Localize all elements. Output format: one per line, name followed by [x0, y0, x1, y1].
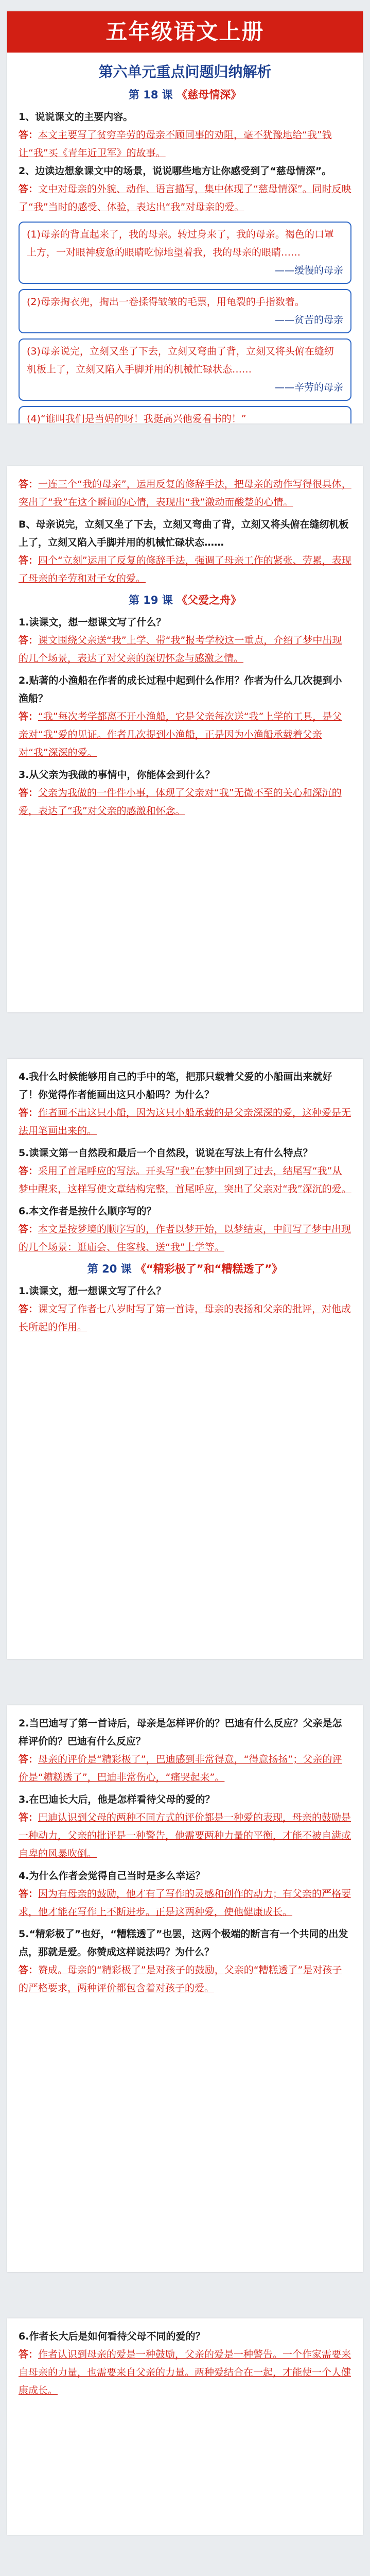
- answer-text: 父亲为我做的一件件小事，体现了父亲对“我”无微不至的关心和深沉的爱，表达了“我”对父亲的感激和怀念。: [19, 787, 342, 817]
- answer-4: [19, 1104, 351, 1140]
- answer-text: 本文主要写了贫穷辛劳的母亲不顾同事的劝阻，毫不犹豫地给“我”钱让“我”买《青年近卫军》的故事。: [19, 129, 332, 159]
- quote-box-2: [19, 289, 351, 333]
- answer-text: 巴迪认识到父母的两种不同方式的评价都是一种爱的表现，母亲的鼓励是一种动力，父亲的批评是一种警告，他需要两种力量的平衡，才能不被自满或自卑的风暴吹倒。: [19, 1812, 351, 1859]
- quote-box-4: [19, 406, 351, 423]
- answer-label: 答：: [19, 711, 39, 722]
- question-6: 6.作者长大后是如何看待父母不同的爱的？: [19, 2331, 205, 2342]
- answer-label: 答：: [19, 1754, 39, 1765]
- answer-text: 课文围绕父亲送“我”上学、带“我”报考学校这一重点，介绍了梦中出现的几个场景，表达了对父亲的深切怀念与感激之情。: [19, 635, 342, 664]
- question-3: 3.在巴迪长大后，他是怎样看待父母的爱的？: [19, 1794, 215, 1805]
- card-section-4: [7, 1705, 363, 2272]
- question-2: 2、边读边想象课文中的场景，说说哪些地方让你感受到了“慈母情深”。: [19, 165, 332, 177]
- quote-source: ——辛劳的母亲: [274, 382, 343, 393]
- answer-text: 赞成。母亲的“精彩极了”是对孩子的鼓励，父亲的“糟糕透了”是对孩子的严格要求，两种评价都包含着对孩子的爱。: [19, 1964, 342, 1994]
- answer-label: 答：: [19, 2349, 39, 2360]
- quote-text: (4)“谁叫我们是当妈的呀！我挺高兴他爱看书的！”: [27, 413, 246, 423]
- quote-text: (3)母亲说完，立刻又坐了下去，立刻又弯曲了背，立刻又将头俯在缝纫机板上了，立刻又陷入手脚并用的机械忙碌状态……: [27, 346, 334, 375]
- answer-label: 答：: [19, 1107, 39, 1118]
- answer-label: 答：: [19, 1888, 39, 1900]
- card-section-5: [7, 2318, 363, 2535]
- question-1: 1.读课文，想一想课文写了什么？: [19, 1285, 166, 1297]
- answer-text: 文中对母亲的外貌、动作、语言描写，集中体现了“慈母情深”。同时反映了“我”当时的感受、体验，表达出“我”对母亲的爱。: [19, 183, 351, 213]
- answer-label: 答：: [19, 1165, 39, 1177]
- answer-1: [19, 1300, 351, 1336]
- quote-box-1: [19, 222, 351, 284]
- page-title: 五年级语文上册: [7, 11, 363, 53]
- answer-text: 作者画不出这只小船，因为这只小船承载的是父亲深深的爱，这种爱是无法用笔画出来的。: [19, 1107, 351, 1137]
- answer-label: 答：: [19, 1303, 39, 1315]
- lesson-20-title: 《“精彩极了”和“糟糕透了”》: [135, 1263, 283, 1275]
- answer-text: 一连三个“我的母亲”，运用反复的修辞手法，把母亲的动作写得很具体，突出了“我”在这个瞬间的心情，表现出“我”激动而酸楚的心情。: [19, 479, 351, 508]
- answer-text: 采用了首尾呼应的写法。开头写“我”在梦中回到了过去，结尾写“我”从梦中醒来，这样写使文章结构完整，首尾呼应，突出了父亲对“我”深沉的爱。: [19, 1165, 351, 1195]
- question-3b: B、母亲说完，立刻又坐了下去，立刻又弯曲了背，立刻又将头俯在缝纫机板上了，立刻又陷入手脚并用的机械忙碌状态……: [19, 519, 349, 548]
- answer-label: 答：: [19, 1812, 39, 1823]
- answer-text: “我”每次考学都离不开小渔船，它是父亲每次送“我”上学的工具，是父亲对“我”爱的见证。作者几次提到小渔船，正是因为小渔船承载着父亲对“我”深深的爱。: [19, 711, 342, 758]
- question-5: 5.读课文第一自然段和最后一个自然段，说说在写法上有什么特点？: [19, 1147, 313, 1159]
- answer-1: [19, 632, 351, 668]
- answer-label: 答：: [19, 635, 39, 646]
- question-1: 1、说说课文的主要内容。: [19, 111, 133, 123]
- question-5: 5.“精彩极了”也好，“糟糕透了”也罢，这两个极端的断言有一个共同的出发点，那就是爱。你赞成这样说法吗？为什么？: [19, 1928, 348, 1958]
- answer-5: [19, 1961, 351, 1997]
- question-4: 4.我什么时候能够用自己的手中的笔，把那只载着父爱的小船画出来就好了！你觉得作者能画出这只小船吗？为什么？: [19, 1071, 332, 1100]
- question-4: 4.为什么作者会觉得自己当时是多么幸运？: [19, 1870, 205, 1882]
- question-2: 2.当巴迪写了第一首诗后，母亲是怎样评价的？巴迪有什么反应？父亲是怎样评价的？巴迪有什么反应？: [19, 1718, 342, 1747]
- page-subtitle: 第六单元重点问题归纳解析: [98, 63, 272, 80]
- answer-1: [19, 126, 351, 162]
- card-section-3: [7, 1059, 363, 1659]
- answer-2: [19, 1751, 351, 1787]
- quote-text: (1)母亲的背直起来了，我的母亲。转过身来了，我的母亲。褐色的口罩上方，一对眼神疲惫的眼睛吃惊地望着我，我的母亲的眼睛……: [27, 229, 334, 258]
- lesson-18-title: 《慈母情深》: [177, 89, 242, 101]
- answer-label: 答：: [19, 787, 39, 799]
- lesson-18-number: 第 18 课: [128, 89, 173, 101]
- question-1: 1.读课文，想一想课文写了什么？: [19, 617, 166, 628]
- quote-text: (2)母亲掏衣兜，掏出一卷揉得皱皱的毛票，用龟裂的手指数着。: [27, 296, 305, 308]
- answer-2: [19, 708, 351, 762]
- answer-label: 答：: [19, 479, 39, 490]
- card-section-1: [7, 11, 363, 423]
- answer-3: [19, 784, 351, 820]
- lesson-20-heading: [19, 1261, 351, 1276]
- answer-text: 四个“立刻”运用了反复的修辞手法，强调了母亲工作的紧张、劳累，表现了母亲的辛劳和对子女的爱。: [19, 555, 351, 584]
- answer-label: 答：: [19, 555, 39, 566]
- answer-3: [19, 1809, 351, 1863]
- answer-text: 母亲的评价是“精彩极了”，巴迪感到非常得意，“得意扬扬”；父亲的评价是“糟糕透了”，巴迪非常伤心，“痛哭起来”。: [19, 1754, 342, 1783]
- answer-6: [19, 1221, 351, 1257]
- quote-source: ——缓慢的母亲: [274, 265, 343, 276]
- answer-text: 因为有母亲的鼓励，他才有了写作的灵感和创作的动力；有父亲的严格要求，他才能在写作上不断进步。正是这两种爱，使他健康成长。: [19, 1888, 351, 1918]
- question-2: 2.贴著的小渔船在作者的成长过程中起到什么作用？作者为什么几次提到小渔船？: [19, 675, 342, 704]
- answer-text: 作者认识到母亲的爱是一种鼓励，父亲的爱是一种警告。一个作家需要来自母亲的力量，也需要来自父亲的力量。两种爱结合在一起，才能使一个人健康成长。: [19, 2349, 351, 2396]
- answer-label: 答：: [19, 129, 39, 141]
- lesson-20-number: 第 20 课: [87, 1263, 132, 1275]
- answer-label: 答：: [19, 1964, 39, 1976]
- lesson-18-heading: [19, 87, 351, 102]
- answer-text: 课文写了作者七八岁时写了第一首诗，母亲的表扬和父亲的批评，对他成长所起的作用。: [19, 1303, 351, 1333]
- quote-source: ——贫苦的母亲: [274, 314, 343, 326]
- answer-4: [19, 1885, 351, 1921]
- answer-label: 答：: [19, 183, 39, 195]
- answer-3b: [19, 552, 351, 588]
- question-6: 6.本文作者是按什么顺序写的？: [19, 1206, 156, 1217]
- lesson-19-number: 第 19 课: [128, 594, 173, 606]
- card-section-2: [7, 466, 363, 1012]
- lesson-19-heading: [19, 592, 351, 607]
- answer-label: 答：: [19, 1224, 39, 1235]
- answer-3a: [19, 476, 351, 512]
- quote-box-3: [19, 338, 351, 401]
- answer-text: 本文是按梦境的顺序写的，作者以梦开始，以梦结束，中间写了梦中出现的几个场景：逛庙会、住客栈、送“我”上学等。: [19, 1224, 351, 1253]
- answer-6: [19, 2346, 351, 2400]
- question-3: 3.从父亲为我做的事情中，你能体会到什么？: [19, 769, 215, 781]
- answer-2: [19, 180, 351, 216]
- lesson-19-title: 《父爱之舟》: [177, 594, 242, 606]
- answer-5: [19, 1162, 351, 1198]
